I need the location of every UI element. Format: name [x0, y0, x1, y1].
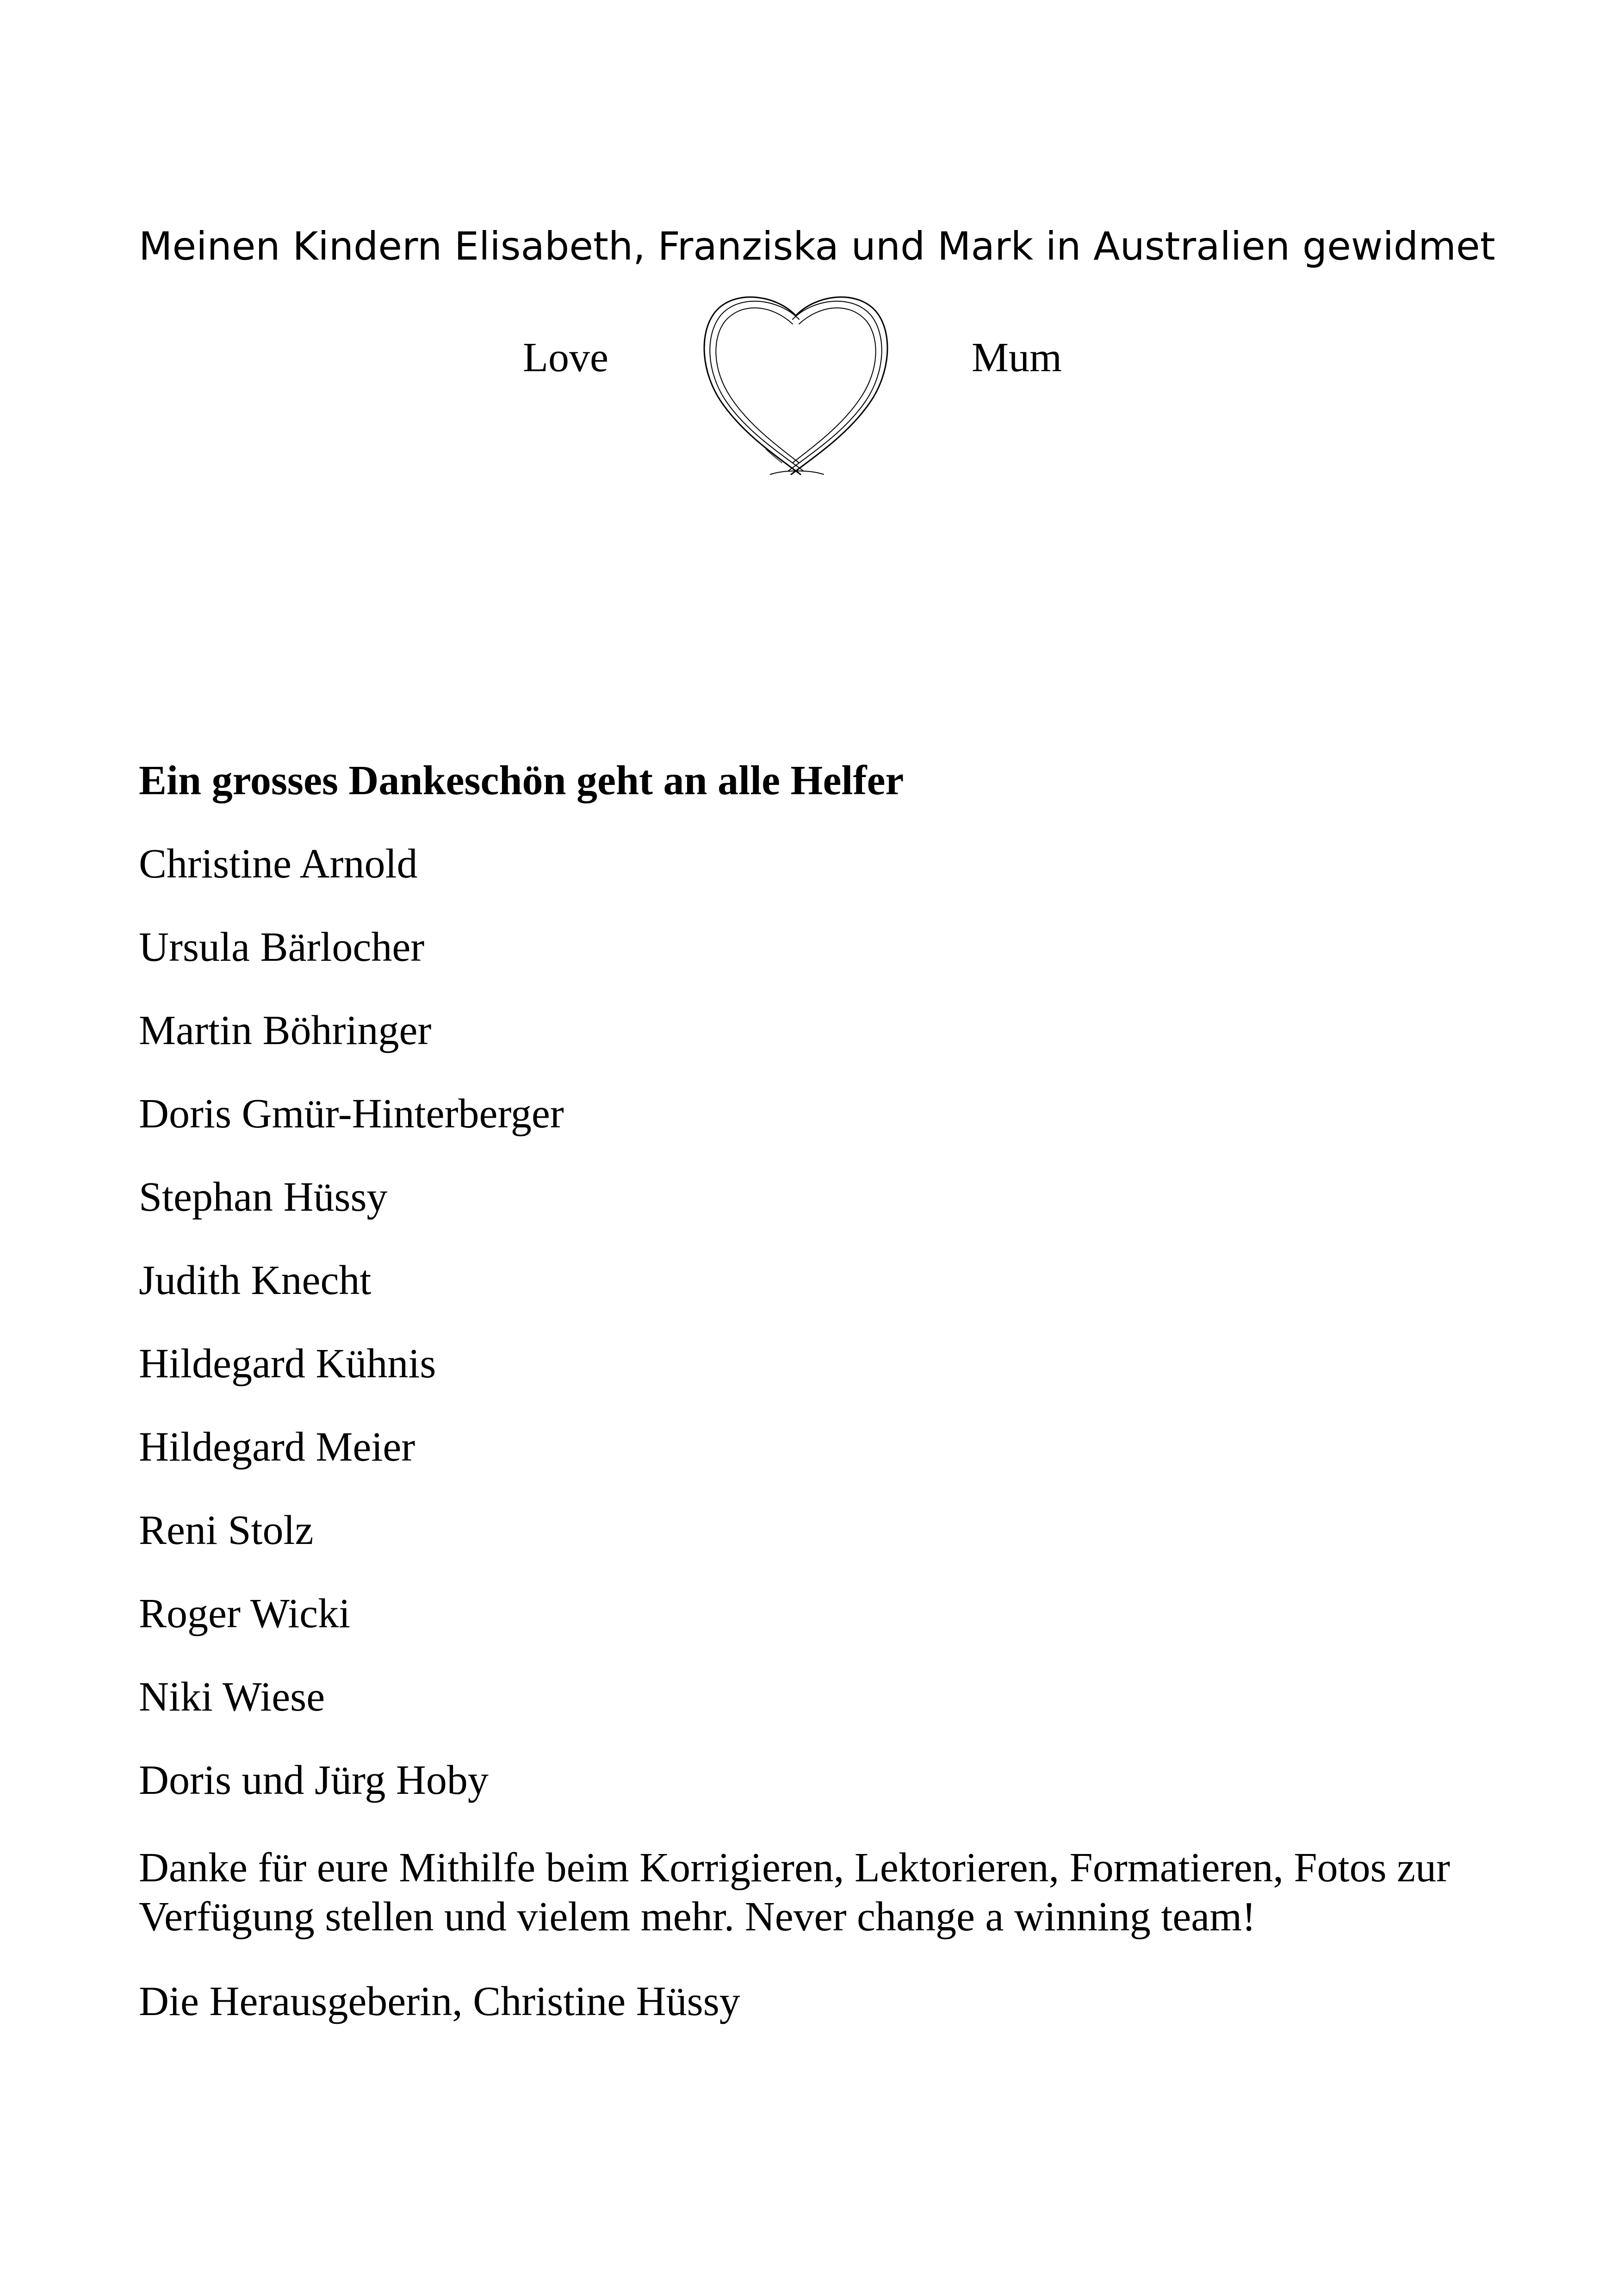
love-label: Love — [523, 335, 608, 380]
signature-line: Die Herausgeberin, Christine Hüssy — [139, 1979, 740, 2024]
mum-label: Mum — [972, 335, 1062, 380]
helper-name: Roger Wicki — [139, 1591, 351, 1636]
helper-name: Martin Böhringer — [139, 1008, 432, 1053]
helper-name: Doris Gmür-Hinterberger — [139, 1091, 564, 1137]
helper-name: Christine Arnold — [139, 841, 418, 887]
helper-name: Reni Stolz — [139, 1507, 314, 1553]
helper-name: Hildegard Kühnis — [139, 1341, 436, 1387]
helper-name: Doris und Jürg Hoby — [139, 1757, 489, 1803]
dedication-text: Meinen Kindern Elisabeth, Franziska und Mark in Australien gewidmet — [139, 224, 1495, 269]
heart-icon — [696, 287, 895, 491]
helpers-list — [139, 840, 564, 1840]
helper-name: Stephan Hüssy — [139, 1174, 388, 1220]
closing-paragraph: Danke für eure Mithilfe beim Korrigieren, Lektorieren, Formatieren, Fotos zur Verfügung stellen und vielem mehr. Never change a winning team! — [139, 1845, 1451, 1940]
helper-name: Hildegard Meier — [139, 1424, 415, 1470]
helper-name: Judith Knecht — [139, 1257, 372, 1303]
thanks-heading: Ein grosses Dankeschön geht an alle Helfer — [139, 758, 904, 803]
helper-name: Niki Wiese — [139, 1674, 325, 1720]
helper-name: Ursula Bärlocher — [139, 924, 425, 970]
